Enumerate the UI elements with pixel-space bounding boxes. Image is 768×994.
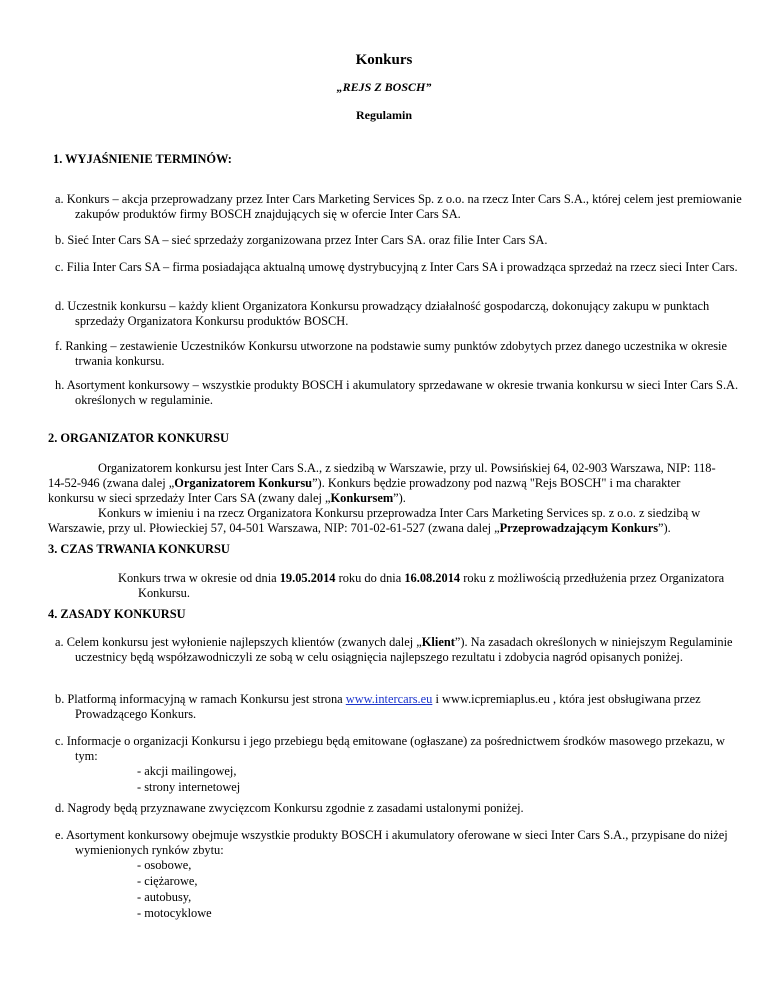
- section-3-heading: 3. CZAS TRWANIA KONKURSU: [48, 542, 230, 556]
- section-2-paragraph-2: [48, 506, 738, 536]
- text-span: ”).: [393, 491, 406, 505]
- list-item: - osobowe,: [137, 858, 192, 872]
- text-span: Organizatorem konkursu jest Inter Cars S.A., z siedzibą w Warszawie, przy ul. Powsińskiej 64, 02-903 Warszawa, NIP: 118-14-52-946 (zwana dalej „: [48, 461, 716, 490]
- list-item: - autobusy,: [137, 890, 192, 904]
- list-item: - motocyklowe: [137, 906, 212, 920]
- list-item: - ciężarowe,: [137, 874, 198, 888]
- section-1-heading: 1. WYJAŚNIENIE TERMINÓW:: [53, 152, 232, 166]
- document-title: Konkurs: [355, 52, 413, 68]
- text-span: Konkurs w imieniu i na rzecz Organizatora Konkursu przeprowadza Inter Cars Marketing Services sp. z o.o. z siedzibą w Warszawie, przy ul. Płowieckiej 57, 04-501 Warszawa, NIP: 701-02-61-527 (zwana dalej „: [48, 506, 701, 535]
- text-span: ”). Konkurs będzie prowadzony pod nazwą "Rejs BOSCH" i ma charakter konkursu w sieci sprzedaży Inter Cars SA (zwany dalej „: [48, 476, 681, 505]
- section-1-item-h: h. Asortyment konkursowy – wszystkie produkty BOSCH i akumulatory sprzedawane w okresie trwania konkursu w sieci Inter Cars S.A. określonych w regulaminie.: [55, 378, 739, 407]
- section-2-paragraph-1: [48, 461, 728, 506]
- text-span: i www.icpremiaplus.eu , która jest obsługiwana przez Prowadzącego Konkurs.: [75, 692, 701, 721]
- section-4-item-d: d. Nagrody będą przyznawane zwycięzcom Konkursu zgodnie z zasadami ustalonymi poniżej.: [55, 801, 524, 815]
- section-4-item-c: c. Informacje o organizacji Konkursu i jego przebiegu będą emitowane (ogłaszane) za pośrednictwem środków masowego przekazu, w tym:: [55, 734, 725, 763]
- list-item: - akcji mailingowej,: [137, 764, 237, 778]
- list-item: - strony internetowej: [137, 780, 241, 794]
- defined-term: Przeprowadzającym Konkurs: [499, 521, 659, 535]
- section-1-item-d: d. Uczestnik konkursu – każdy klient Organizatora Konkursu prowadzący działalność gospodarczą, dokonujący zakupu w punktach sprzedaży Organizatora Konkursu produktów BOSCH.: [55, 299, 710, 328]
- end-date: 16.08.2014: [404, 571, 461, 585]
- media-channels-list: [137, 764, 240, 796]
- section-1-item-f: f. Ranking – zestawienie Uczestników Konkursu utworzone na podstawie sumy punktów zdobytych przez danego uczestnika w okresie trwania konkursu.: [55, 339, 728, 368]
- section-3-paragraph: [118, 571, 738, 601]
- text-span: Konkurs trwa w okresie od dnia: [118, 571, 280, 585]
- document-subtitle-regulamin: Regulamin: [355, 108, 412, 122]
- text-span: b. Platformą informacyjną w ramach Konkursu jest strona: [55, 692, 346, 706]
- section-2-heading: 2. ORGANIZATOR KONKURSU: [48, 431, 229, 445]
- text-span: ”). Na zasadach określonych w niniejszym Regulaminie uczestnicy będą współzawodniczyli ze sobą w celu osiągnięcia najlepszego rezultatu i zdobycia nagród opisanych poniżej.: [75, 635, 733, 664]
- section-1-item-a: a. Konkurs – akcja przeprowadzany przez Inter Cars Marketing Services Sp. z o.o. na rzecz Inter Cars S.A., której celem jest premiowanie zakupów produktów firmy BOSCH znajdujących się w ofercie Inter Cars SA.: [55, 192, 742, 221]
- defined-term: Klient: [421, 635, 455, 649]
- document-subtitle: „REJS Z BOSCH”: [336, 80, 432, 94]
- start-date: 19.05.2014: [279, 571, 336, 585]
- intercars-link[interactable]: www.intercars.eu: [345, 692, 433, 706]
- section-4-heading: 4. ZASADY KONKURSU: [48, 607, 186, 621]
- defined-term: Organizatorem Konkursu: [174, 476, 313, 490]
- section-4-item-b: [55, 692, 745, 722]
- defined-term: Konkursem: [330, 491, 394, 505]
- markets-list: [137, 858, 212, 922]
- section-4-item-a: [55, 635, 745, 665]
- section-1-item-b: b. Sieć Inter Cars SA – sieć sprzedaży zorganizowana przez Inter Cars SA. oraz filie Inter Cars SA.: [55, 233, 548, 247]
- text-span: a. Celem konkursu jest wyłonienie najlepszych klientów (zwanych dalej „: [55, 635, 422, 649]
- section-4-item-e: e. Asortyment konkursowy obejmuje wszystkie produkty BOSCH i akumulatory oferowane w sieci Inter Cars S.A., przypisane do niżej wymienionych rynków zbytu:: [55, 828, 728, 857]
- text-span: roku z możliwością przedłużenia przez Organizatora Konkursu.: [138, 571, 725, 600]
- text-span: ”).: [658, 521, 671, 535]
- text-span: roku do dnia: [335, 571, 405, 585]
- section-1-item-c: c. Filia Inter Cars SA – firma posiadająca aktualną umowę dystrybucyjną z Inter Cars SA i prowadząca sprzedaż na rzecz sieci Inter Cars.: [55, 260, 738, 274]
